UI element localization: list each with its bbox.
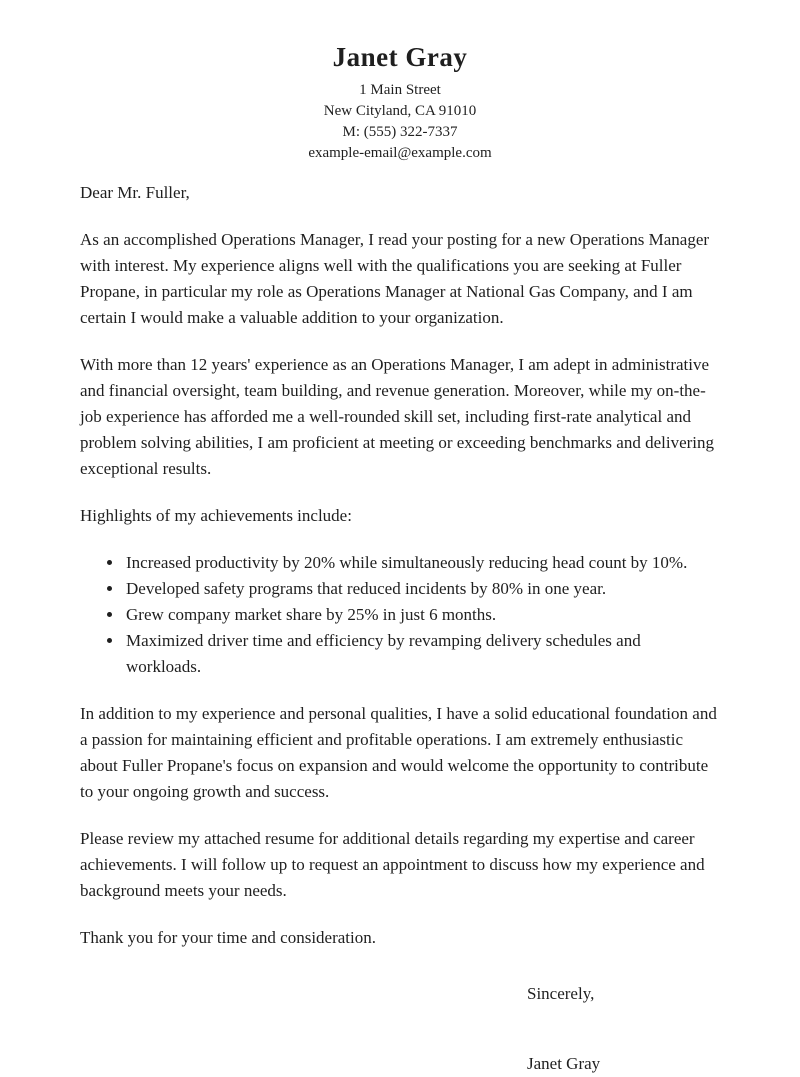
achievements-list bbox=[80, 550, 720, 680]
sender-city-state-zip: New Cityland, CA 91010 bbox=[323, 103, 477, 119]
achievement-item: • Grew company market share by 25% in just 6 months. bbox=[124, 602, 720, 628]
sender-email: example-email@example.com bbox=[308, 145, 492, 161]
achievement-item: • Developed safety programs that reduced incidents by 80% in one year. bbox=[124, 576, 720, 602]
salutation: Dear Mr. Fuller, bbox=[80, 183, 190, 202]
achievement-item: • Maximized driver time and efficiency by revamping delivery schedules and workloads. bbox=[124, 628, 720, 680]
highlights-lead: Highlights of my achievements include: bbox=[80, 506, 352, 525]
letter-header bbox=[80, 42, 720, 164]
valediction: Sincerely, bbox=[527, 984, 595, 1003]
paragraph-thanks: Thank you for your time and consideration. bbox=[80, 928, 377, 947]
signature-name: Janet Gray bbox=[527, 1054, 601, 1073]
paragraph-resume: Please review my attached resume for additional details regarding my expertise and career achievements. I will follow up to request an appointment to discuss how my experience and background meets your needs. bbox=[80, 829, 705, 900]
paragraph-intro: As an accomplished Operations Manager, I read your posting for a new Operations Manager with interest. My experience aligns well with the qualifications you are seeking at Fuller Propane, in particular my role as Operations Manager at National Gas Company, and I am certain I would make a valuable addition to your organization. bbox=[80, 230, 710, 327]
sender-phone: M: (555) 322-7337 bbox=[342, 124, 458, 140]
closing-block bbox=[527, 981, 720, 1077]
achievement-item: • Increased productivity by 20% while simultaneously reducing head count by 10%. bbox=[124, 550, 720, 576]
sender-name: Janet Gray bbox=[332, 42, 468, 72]
sender-address: 1 Main Street bbox=[359, 82, 441, 98]
paragraph-experience: With more than 12 years' experience as an Operations Manager, I am adept in administrative and financial oversight, team building, and revenue generation. Moreover, while my on-the-job experience has afforded me a well-rounded skill set, including first-rate analytical and problem solving abilities, I am proficient at meeting or exceeding benchmarks and delivering exceptional results. bbox=[80, 355, 714, 478]
paragraph-education: In addition to my experience and personal qualities, I have a solid educational foundation and a passion for maintaining efficient and profitable operations. I am extremely enthusiastic about Fuller Propane's focus on expansion and would welcome the opportunity to contribute to your ongoing growth and success. bbox=[80, 704, 717, 801]
